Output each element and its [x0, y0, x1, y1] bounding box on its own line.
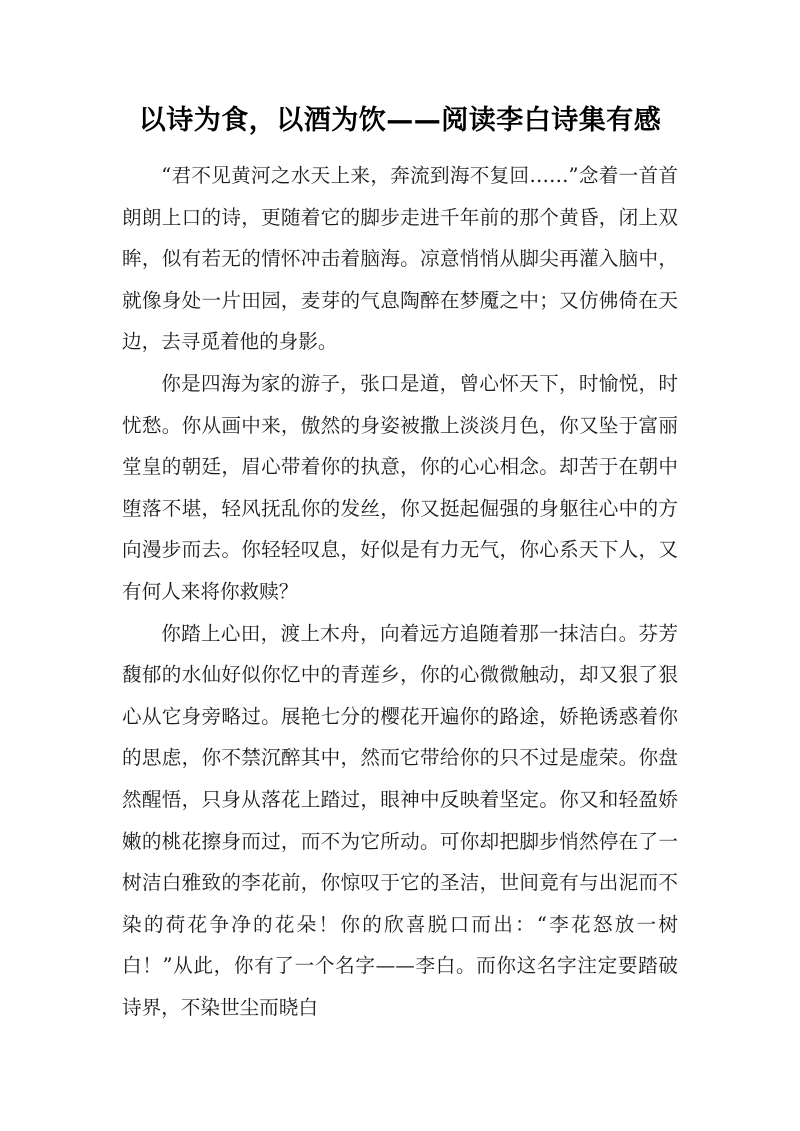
document-body	[122, 155, 678, 1028]
paragraph-1: “君不见黄河之水天上来，奔流到海不复回……”念着一首首朗朗上口的诗，更随着它的脚步走进千年前的那个黄昏，闭上双眸，似有若无的情怀冲击着脑海。凉意悄悄从脚尖再灌入脑中，就像身处一片田园，麦芽的气息陶醉在梦魇之中；又仿佛倚在天边，去寻觅着他的身影。	[122, 164, 678, 354]
paragraph-2: 你是四海为家的游子，张口是道，曾心怀天下，时愉悦，时忧愁。你从画中来，傲然的身姿被撒上淡淡月色，你又坠于富丽堂皇的朝廷，眉心带着你的执意，你的心心相念。却苦于在朝中堕落不堪，轻风抚乱你的发丝，你又挺起倔强的身躯往心中的方向漫步而去。你轻轻叹息，好似是有力无气，你心系天下人，又有何人来将你救赎？	[122, 371, 678, 603]
paragraph-3: 你踏上心田，渡上木舟，向着远方追随着那一抹洁白。芬芳馥郁的水仙好似你忆中的青莲乡，你的心微微触动，却又狠了狠心从它身旁略过。展艳七分的樱花开遍你的路途，娇艳诱惑着你的思虑，你不禁沉醉其中，然而它带给你的只不过是虚荣。你盘然醒悟，只身从落花上踏过，眼神中反映着坚定。你又和轻盈娇嫩的桃花擦身而过，而不为它所动。可你却把脚步悄然停在了一树洁白雅致的李花前，你惊叹于它的圣洁，世间竟有与出泥而不染的荷花争净的花朵！你的欣喜脱口而出：“李花怒放一树白！”从此，你有了一个名字——李白。而你这名字注定要踏破诗界，不染世尘而晓白	[122, 621, 678, 1019]
document-title: 以诗为食，以酒为饮——阅读李白诗集有感	[138, 105, 662, 136]
